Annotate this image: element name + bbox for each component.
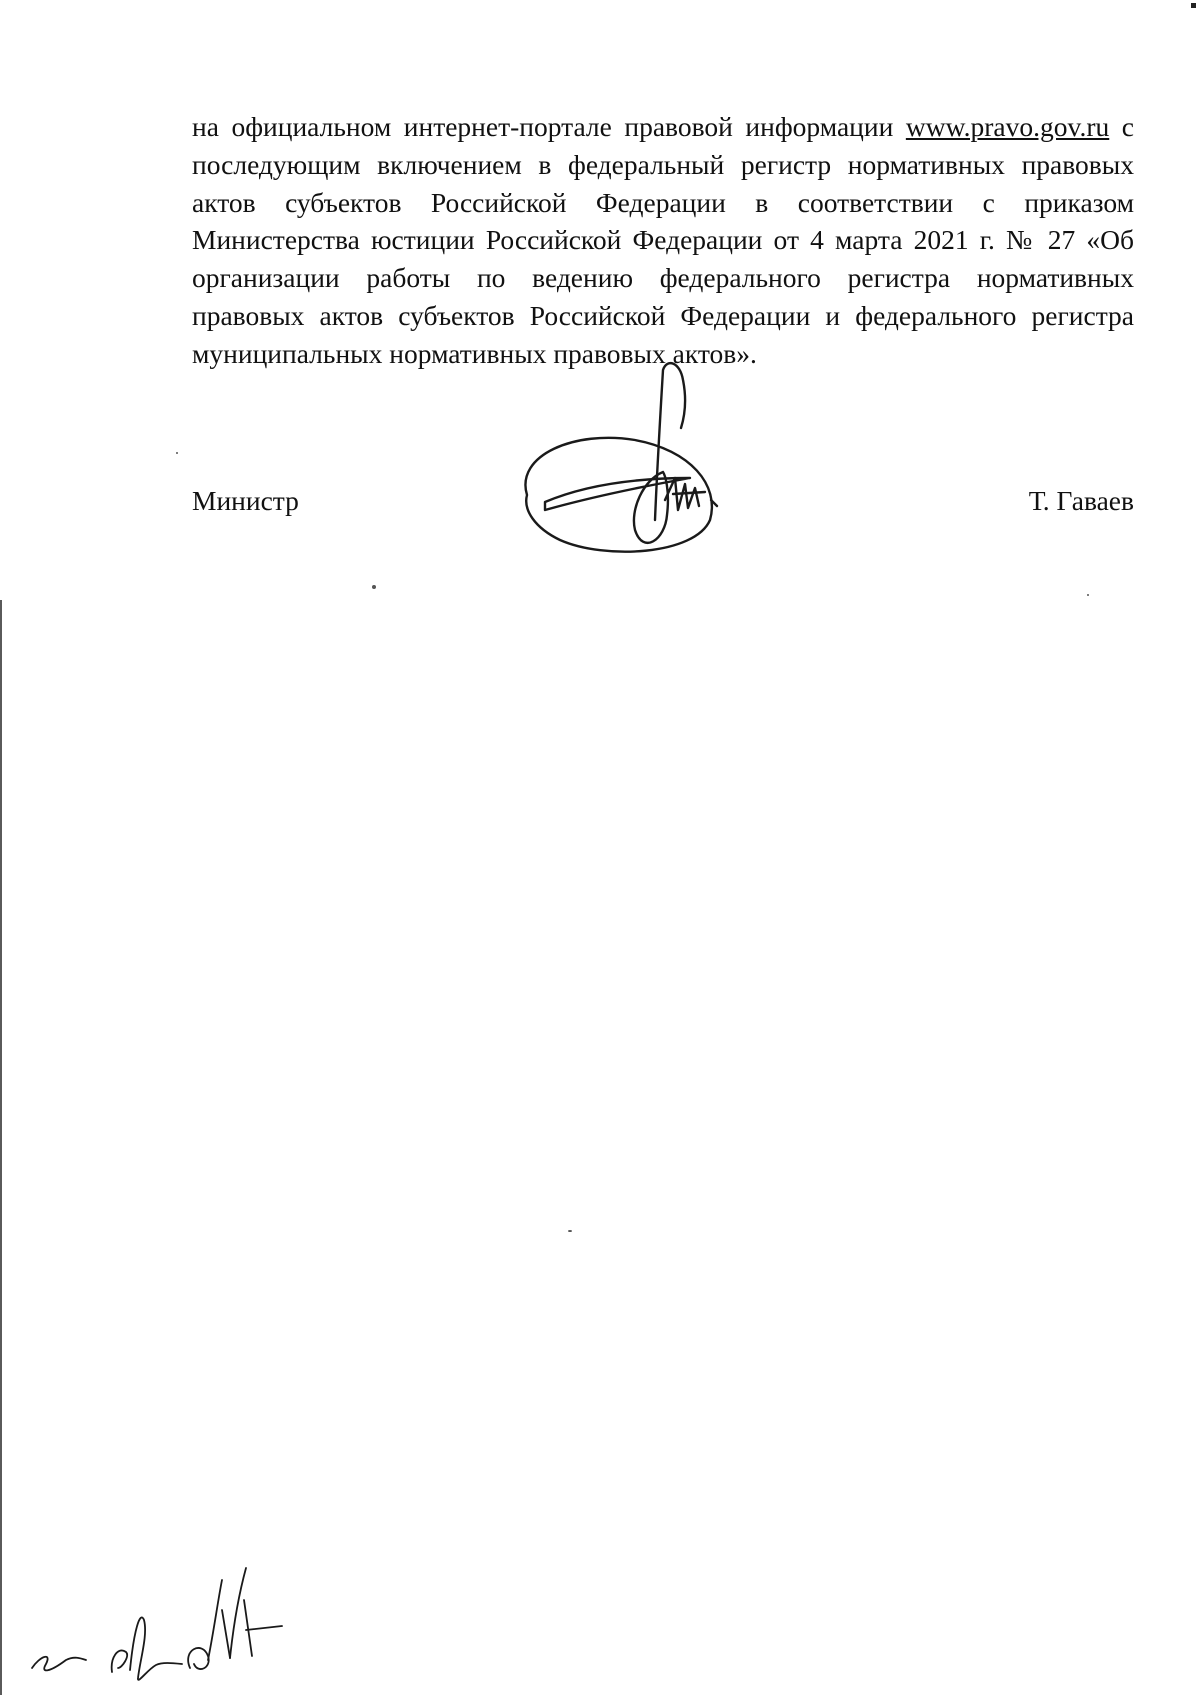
paragraph-text-after-link: с последующим включением в федеральный регистр нормативных правовых актов субъектов Российской Федерации в соответствии с приказом Министерства юстиции Российской Федерации от 4 марта 2021 г. № 27 «Об организации работы по ведению федерального регистра нормативных правовых актов субъектов Российской Федерации и федерального регистра муниципальных нормативных правовых актов». xyxy=(192,111,1134,369)
paragraph-text-before-link: на официальном интернет-портале правовой информации xyxy=(192,111,906,142)
scan-corner-mark xyxy=(1191,3,1196,8)
initials-icon xyxy=(22,1560,302,1690)
signer-name: Т. Гаваев xyxy=(1028,485,1134,516)
signature-icon xyxy=(515,360,775,580)
scan-speck xyxy=(176,452,178,454)
scan-speck xyxy=(372,585,376,589)
pravo-portal-link[interactable]: www.pravo.gov.ru xyxy=(905,111,1110,142)
scan-edge-line xyxy=(0,600,2,1695)
scan-speck xyxy=(1087,594,1089,596)
body-paragraph xyxy=(192,108,1134,373)
scan-speck xyxy=(568,1230,572,1232)
signer-position: Министр xyxy=(192,485,299,516)
